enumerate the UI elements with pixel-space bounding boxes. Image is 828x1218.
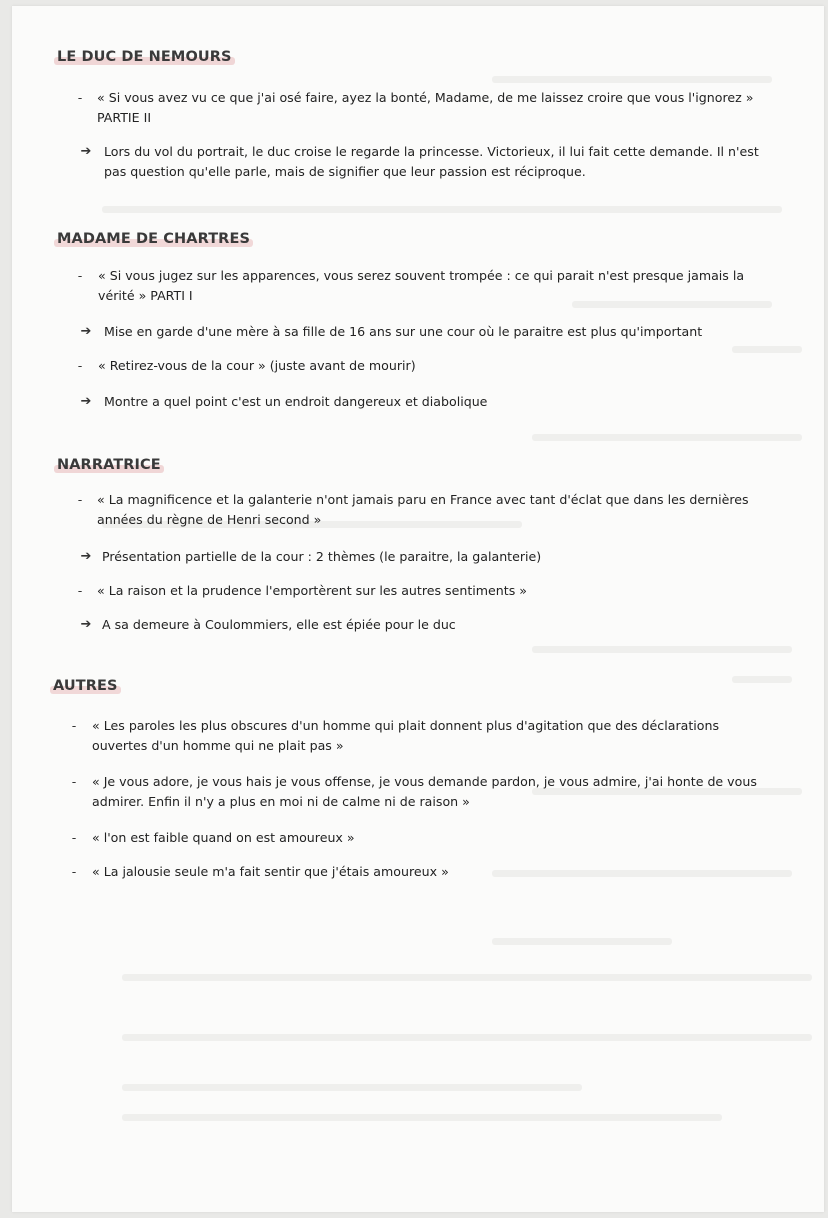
explanation-line: A sa demeure à Coulommiers, elle est épiée pour le duc	[102, 617, 456, 632]
ghost-text	[122, 1114, 722, 1121]
section-heading-madame-de-chartres	[54, 231, 253, 247]
arrow-right-icon: ➔	[80, 324, 92, 339]
quote-line: « Retirez-vous de la cour » (juste avant de mourir)	[98, 358, 416, 373]
arrow-right-icon: ➔	[80, 144, 92, 159]
quote-line: années du règne de Henri second »	[97, 512, 322, 527]
document-page	[12, 6, 824, 1212]
explanation-line: pas question qu'elle parle, mais de signifier que leur passion est réciproque.	[104, 164, 586, 179]
heading-text: NARRATRICE	[57, 457, 161, 473]
explanation-line: Mise en garde d'une mère à sa fille de 16 ans sur une cour où le paraitre est plus qu'important	[104, 324, 703, 339]
quote-line: « La jalousie seule m'a fait sentir que j'étais amoureux »	[92, 864, 449, 879]
dash-marker: -	[71, 718, 77, 733]
heading-text: AUTRES	[53, 678, 118, 694]
ghost-text	[732, 676, 792, 683]
ghost-text	[122, 1034, 812, 1041]
heading-text: LE DUC DE NEMOURS	[57, 49, 232, 65]
dash-marker: -	[77, 90, 83, 105]
dash-marker: -	[71, 864, 77, 879]
dash-marker: -	[71, 830, 77, 845]
quote-line: admirer. Enfin il n'y a plus en moi ni de calme ni de raison »	[92, 794, 470, 809]
quote-reference: PARTIE II	[97, 110, 152, 125]
explanation-line: Lors du vol du portrait, le duc croise le regarde la princesse. Victorieux, il lui fait cette demande. Il n'est	[104, 144, 759, 159]
quote-reference: vérité » PARTI I	[98, 288, 193, 303]
ghost-text	[492, 870, 792, 877]
dash-marker: -	[77, 268, 83, 283]
dash-marker: -	[77, 358, 83, 373]
quote-line: « l'on est faible quand on est amoureux »	[92, 830, 355, 845]
section-heading-duc-de-nemours	[54, 49, 235, 65]
quote-line: « La raison et la prudence l'emportèrent sur les autres sentiments »	[97, 583, 527, 598]
section-heading-autres	[50, 678, 121, 694]
explanation-line: Montre a quel point c'est un endroit dangereux et diabolique	[104, 394, 488, 409]
ghost-text	[102, 206, 782, 213]
ghost-text	[532, 646, 792, 653]
quote-line: « Les paroles les plus obscures d'un homme qui plait donnent plus d'agitation que des déclarations	[92, 718, 720, 733]
ghost-text	[732, 346, 802, 353]
dash-marker: -	[77, 583, 83, 598]
ghost-text	[492, 76, 772, 83]
dash-marker: -	[77, 492, 83, 507]
ghost-text	[122, 1084, 582, 1091]
section-heading-narratrice	[54, 457, 164, 473]
arrow-right-icon: ➔	[80, 617, 92, 632]
quote-line: « Si vous jugez sur les apparences, vous serez souvent trompée : ce qui parait n'est presque jamais la	[98, 268, 745, 283]
quote-line: « Je vous adore, je vous hais je vous offense, je vous demande pardon, je vous admire, j'ai honte de vous	[92, 774, 757, 789]
heading-text: MADAME DE CHARTRES	[57, 231, 250, 247]
ghost-text	[492, 938, 672, 945]
ghost-text	[532, 434, 802, 441]
arrow-right-icon: ➔	[80, 549, 92, 564]
quote-line: « Si vous avez vu ce que j'ai osé faire, ayez la bonté, Madame, de me laissez croire que vous l'ignorez »	[97, 90, 754, 105]
explanation-line: Présentation partielle de la cour : 2 thèmes (le paraitre, la galanterie)	[102, 549, 542, 564]
arrow-right-icon: ➔	[80, 394, 92, 409]
ghost-text	[122, 974, 812, 981]
quote-line: ouvertes d'un homme qui ne plait pas »	[92, 738, 344, 753]
dash-marker: -	[71, 774, 77, 789]
quote-line: « La magnificence et la galanterie n'ont jamais paru en France avec tant d'éclat que dans les dernières	[97, 492, 749, 507]
